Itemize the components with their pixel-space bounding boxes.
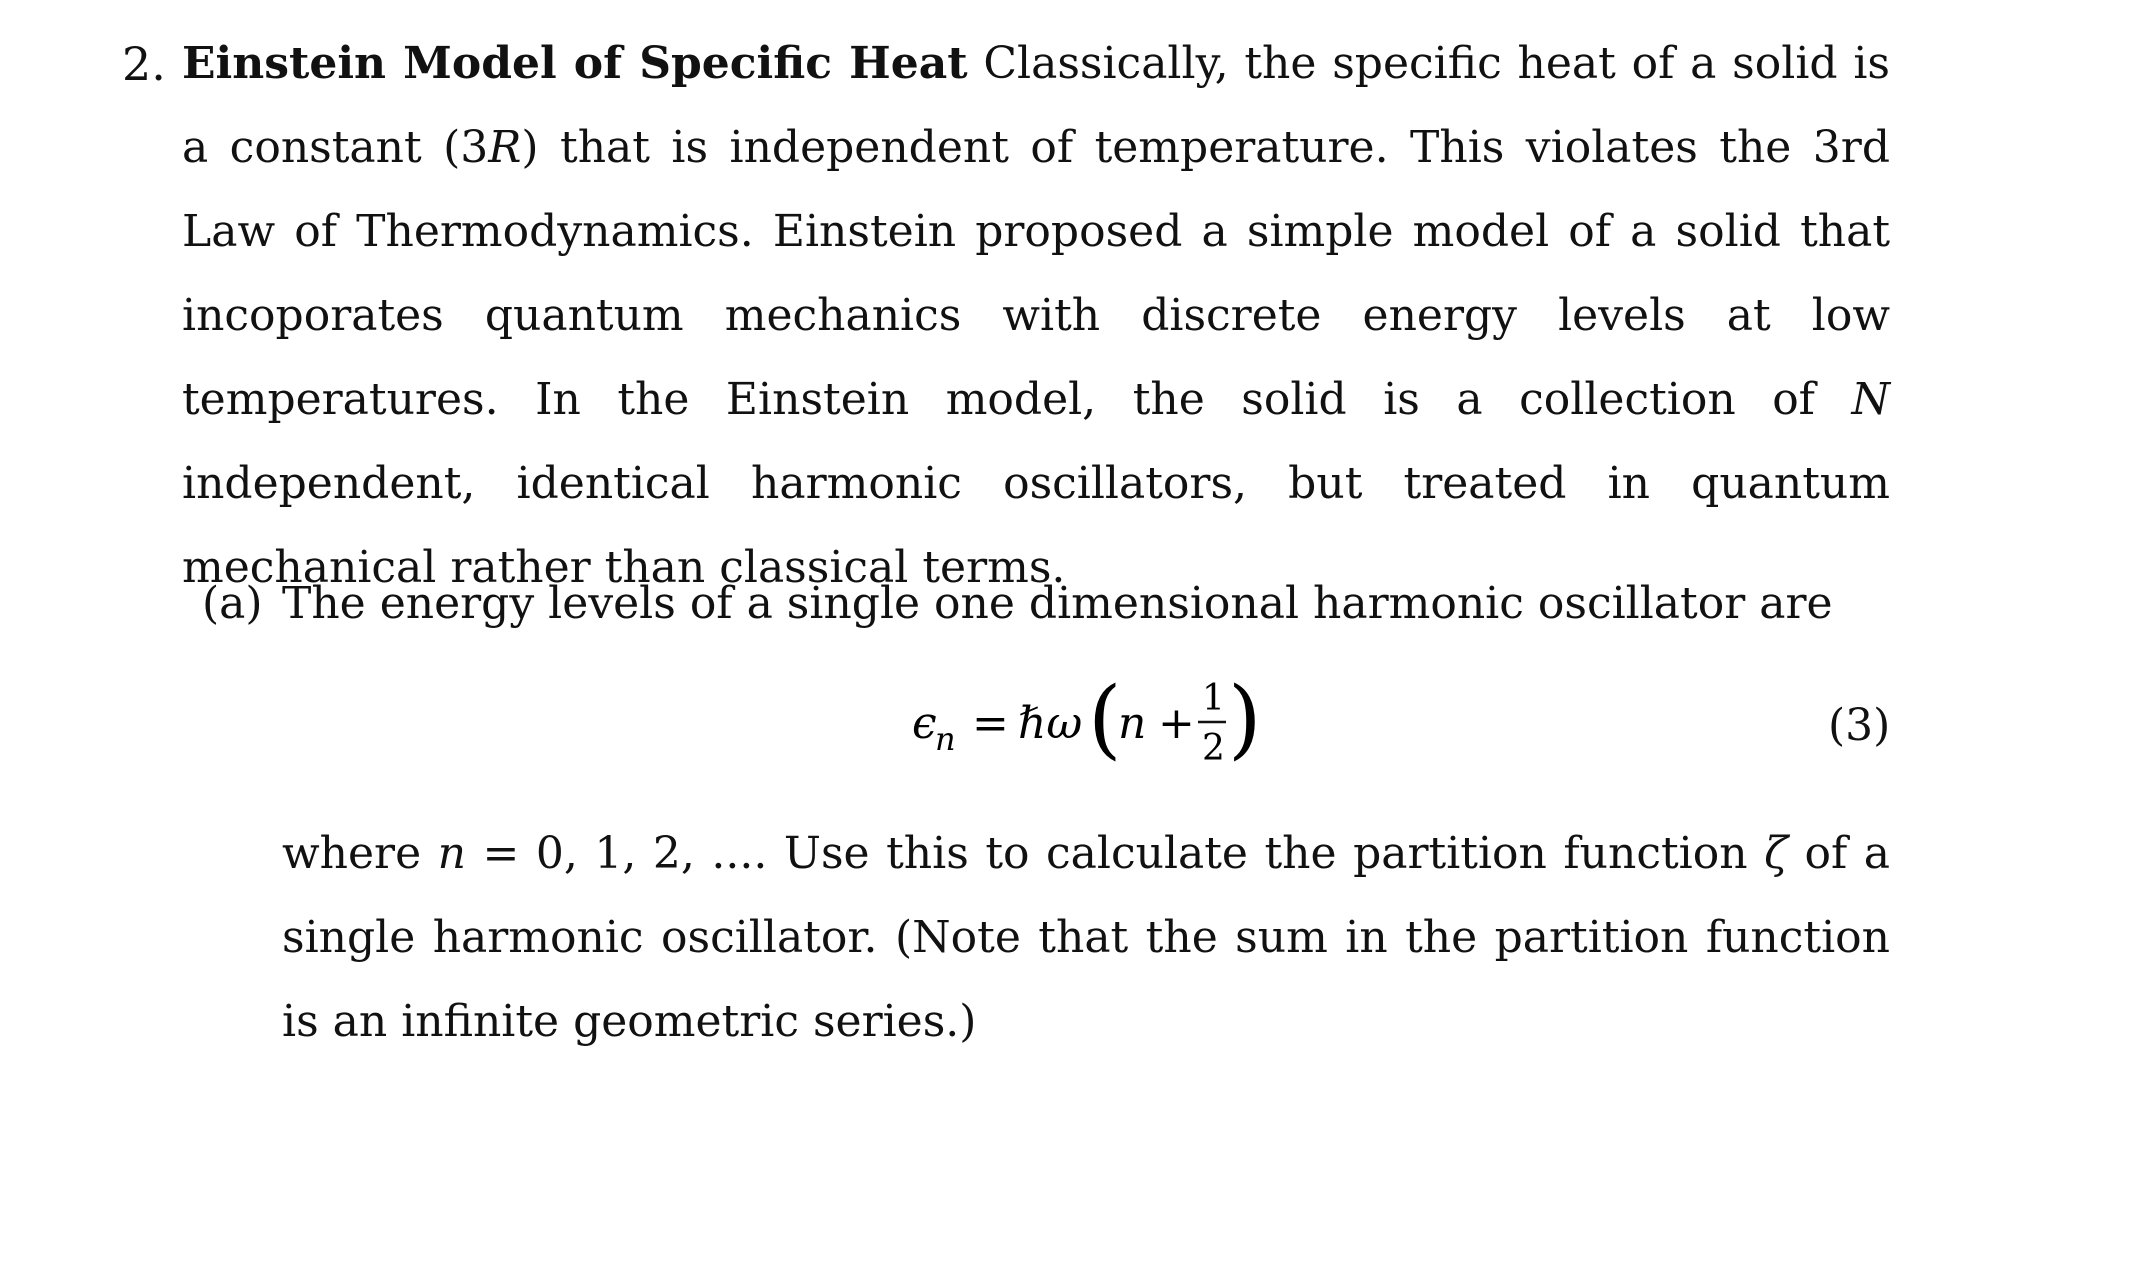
eq-subscript-n: n <box>935 720 956 758</box>
eq-plus: + <box>1158 698 1195 749</box>
problem-text-3: independent, identical harmonic oscillators, but treated in quantum mechanical rather than classical terms. <box>182 458 1890 593</box>
problem-statement <box>182 22 1890 610</box>
problem-text-2: ) that is independent of temperature. This violates the 3rd Law of Thermodynamics. Einstein proposed a simple model of a solid that incoporates quantum mechanics with discrete energy levels at low temperatures. In the Einstein model, the solid is a collection of <box>182 122 1890 425</box>
eq-denominator: 2 <box>1202 728 1225 769</box>
energy-level-equation <box>0 660 2139 790</box>
var-n-capital: N <box>1851 374 1890 425</box>
eq-equals: = <box>972 698 1009 749</box>
where-var-n: n <box>437 828 466 879</box>
problem-text-1: Classically, the specific heat of a solid is a constant (3 <box>182 38 1890 173</box>
part-a-label: (a) <box>202 578 263 629</box>
problem-title: Einstein Model of Specific Heat <box>182 38 968 89</box>
equation-graphic <box>900 660 1320 790</box>
equation-number: (3) <box>1828 700 1891 751</box>
eq-open-paren: ( <box>1088 669 1122 769</box>
where-text: where <box>282 828 438 879</box>
eq-numerator: 1 <box>1202 678 1225 719</box>
where-values: = 0, 1, 2, .... <box>465 828 768 879</box>
question-text: Use this to calculate the partition function <box>767 828 1765 879</box>
var-r: R <box>488 122 522 173</box>
part-a-question <box>282 812 1890 1064</box>
eq-hbar-omega: ℏω <box>1018 698 1083 749</box>
eq-n: n <box>1118 698 1147 749</box>
eq-close-paren: ) <box>1228 669 1262 769</box>
problem-number: 2. <box>122 37 166 91</box>
part-a-intro: The energy levels of a single one dimensional harmonic oscillator are <box>282 578 1833 629</box>
zeta-symbol: ζ <box>1764 828 1788 879</box>
eq-epsilon: ϵ <box>912 698 937 749</box>
question-text-end: of a single harmonic oscillator. (Note that the sum in the partition function is an infinite geometric series.) <box>282 828 1891 1047</box>
